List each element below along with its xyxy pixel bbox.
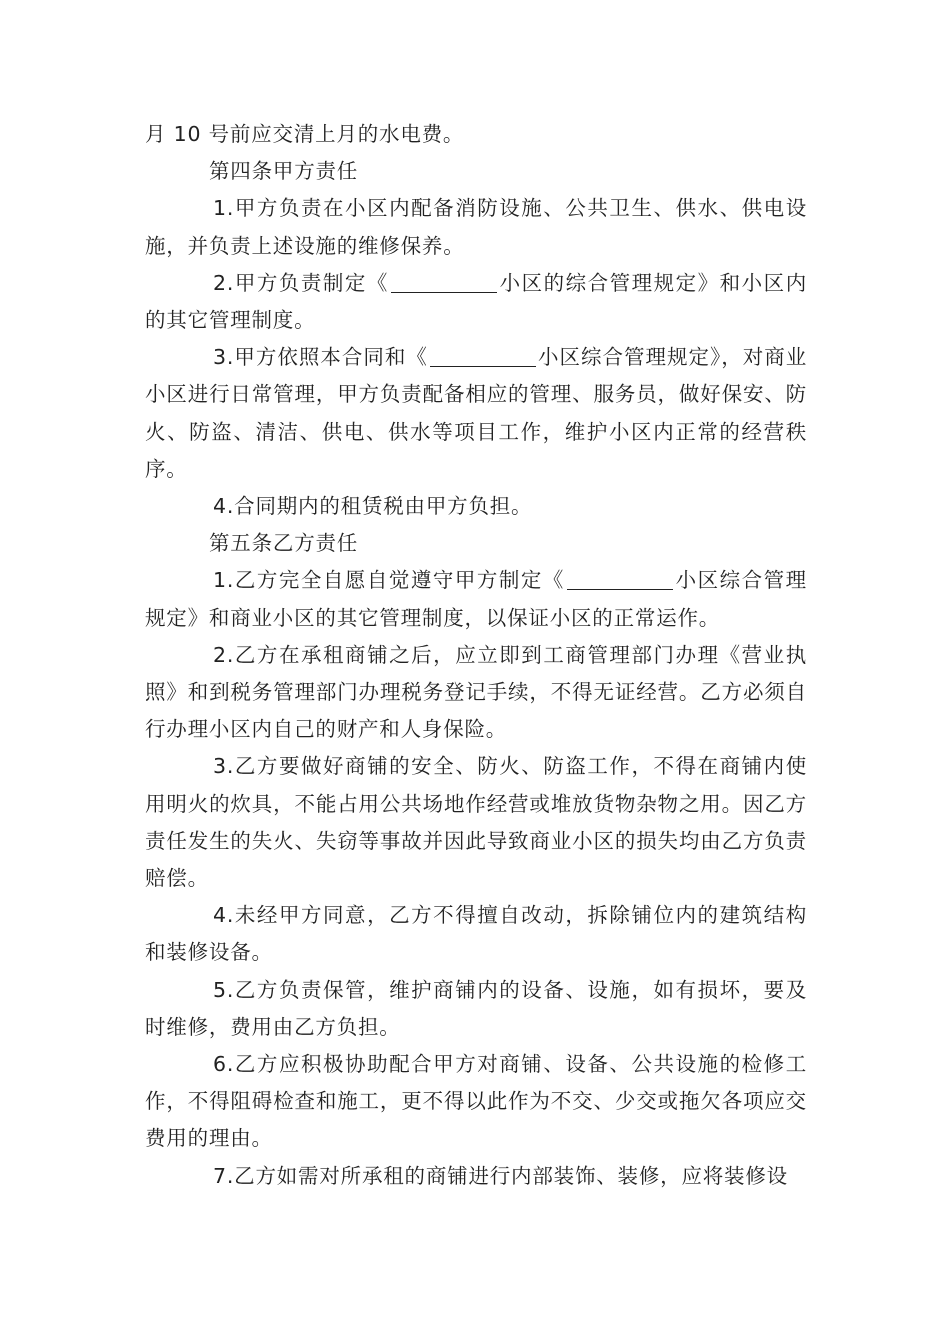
text-segment: 小区的综合管理规定》和小区内的其它管理制度。 [145, 270, 807, 333]
paragraph-party-b-7: 7.乙方如需对所承租的商铺进行内部装饰、装修，应将装修设 [213, 1163, 788, 1188]
paragraph-party-b-5: 5.乙方负责保管，维护商铺内的设备、设施，如有损坏，要及时维修，费用由乙方负担。 [145, 977, 807, 1039]
text-segment: 小区综合管理规定》，对商业小区进行日常管理，甲方负责配备相应的管理、服务员，做好保安、防火、防盗、清洁、供电、供水等项目工作，维护小区内正常的经营秩序。 [145, 345, 807, 481]
fill-in-blank [430, 346, 536, 368]
paragraph-party-a-4: 4.合同期内的租赁税由甲方负担。 [213, 494, 533, 519]
paragraph-party-a-3 [145, 339, 807, 488]
text-segment: 1.乙方完全自愿自觉遵守甲方制定《 [213, 568, 565, 593]
text-segment: 2.甲方负责制定《 [213, 270, 389, 295]
fill-in-blank [391, 271, 497, 293]
paragraph-party-a-1: 1.甲方负责在小区内配备消防设施、公共卫生、供水、供电设施，并负责上述设施的维修保养。 [145, 196, 807, 258]
text-segment: 小区综合管理规定》和商业小区的其它管理制度，以保证小区的正常运作。 [145, 568, 807, 630]
paragraph-party-b-3: 3.乙方要做好商铺的安全、防火、防盗工作，不得在商铺内使用明火的炊具，不能占用公共场地作经营或堆放货物杂物之用。因乙方责任发生的失火、失窃等事故并因此导致商业小区的损失均由乙方负责赔偿。 [145, 754, 807, 891]
fill-in-blank [567, 569, 673, 591]
heading-article-4: 第四条甲方责任 [209, 159, 359, 184]
text-segment: 3.甲方依照本合同和《 [213, 345, 428, 370]
paragraph-party-b-1 [145, 562, 807, 636]
paragraph-party-b-2: 2.乙方在承租商铺之后，应立即到工商管理部门办理《营业执照》和到税务管理部门办理税务登记手续，不得无证经营。乙方必须自行办理小区内自己的财产和人身保险。 [145, 642, 807, 742]
heading-article-5: 第五条乙方责任 [209, 531, 359, 556]
paragraph-party-a-2 [145, 265, 807, 339]
paragraph-utility-fee: 月 10 号前应交清上月的水电费。 [145, 122, 465, 146]
paragraph-party-b-6: 6.乙方应积极协助配合甲方对商铺、设备、公共设施的检修工作，不得阻碍检查和施工，更不得以此作为不交、少交或拖欠各项应交费用的理由。 [145, 1052, 807, 1151]
paragraph-party-b-4: 4.未经甲方同意，乙方不得擅自改动，拆除铺位内的建筑结构和装修设备。 [145, 903, 807, 965]
document-body [145, 116, 807, 1195]
